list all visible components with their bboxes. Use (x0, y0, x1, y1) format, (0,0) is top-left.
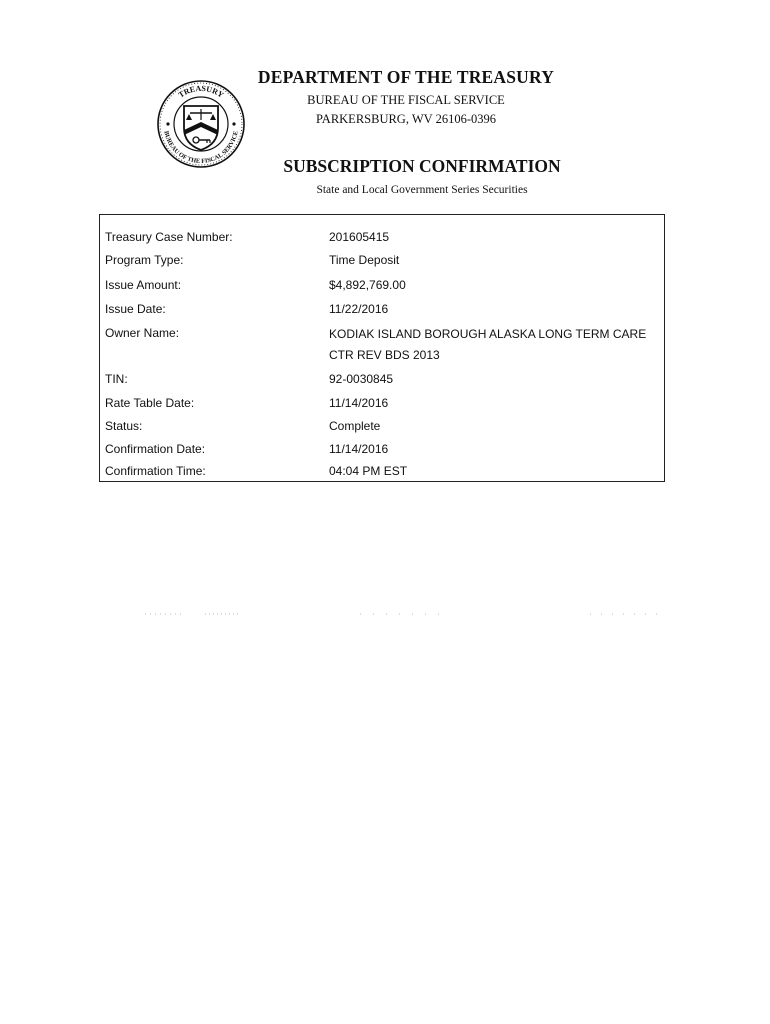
field-label: Owner Name: (105, 326, 180, 340)
field-value: $4,892,769.00 (329, 278, 406, 292)
field-label: Program Type: (105, 253, 184, 267)
field-label: Rate Table Date: (105, 396, 195, 410)
field-value: 11/14/2016 (329, 442, 389, 456)
field-value: 11/14/2016 (329, 396, 389, 410)
document-subtitle: State and Local Government Series Securities (316, 184, 528, 196)
seal-bottom-text: BUREAU OF THE FISCAL SERVICE (162, 130, 240, 166)
field-value: KODIAK ISLAND BOROUGH ALASKA LONG TERM CARE CTR REV BDS 2013 (329, 327, 647, 362)
department-name: DEPARTMENT OF THE TREASURY (257, 67, 555, 87)
field-value: 92-0030845 (329, 372, 394, 386)
treasury-seal-icon (156, 76, 246, 172)
field-value: 11/22/2016 (329, 302, 389, 316)
field-label: Treasury Case Number: (105, 230, 233, 244)
field-row-issue-amount (100, 274, 664, 296)
field-row-program-type (100, 249, 664, 271)
field-value: Time Deposit (329, 253, 400, 267)
field-row-tin (100, 368, 664, 390)
bureau-address: PARKERSBURG, WV 26106-0396 (315, 112, 496, 126)
field-label: Status: (105, 419, 143, 433)
field-row-owner-name (100, 322, 664, 366)
field-row-confirmation-time (100, 460, 664, 482)
confirmation-details-box (99, 214, 665, 482)
field-row-confirmation-date (100, 438, 664, 460)
treasury-seal (156, 76, 246, 172)
field-label: Issue Amount: (105, 278, 182, 292)
field-row-case-number (100, 226, 664, 248)
field-label: Issue Date: (105, 302, 166, 316)
field-row-issue-date (100, 298, 664, 320)
field-row-status (100, 415, 664, 437)
field-label: Confirmation Time: (105, 464, 206, 478)
scan-artifacts (145, 612, 665, 616)
field-value: 04:04 PM EST (329, 464, 408, 478)
document-title: SUBSCRIPTION CONFIRMATION (283, 156, 561, 176)
letterhead (236, 66, 576, 127)
field-value: Complete (329, 419, 381, 433)
field-label: TIN: (105, 372, 128, 386)
bureau-name: BUREAU OF THE FISCAL SERVICE (307, 93, 505, 107)
field-row-rate-table-date (100, 392, 664, 414)
field-value: 201605415 (329, 230, 390, 244)
field-label: Confirmation Date: (105, 442, 206, 456)
seal-top-text: TREASURY (176, 83, 226, 100)
document-title-block (236, 155, 608, 197)
